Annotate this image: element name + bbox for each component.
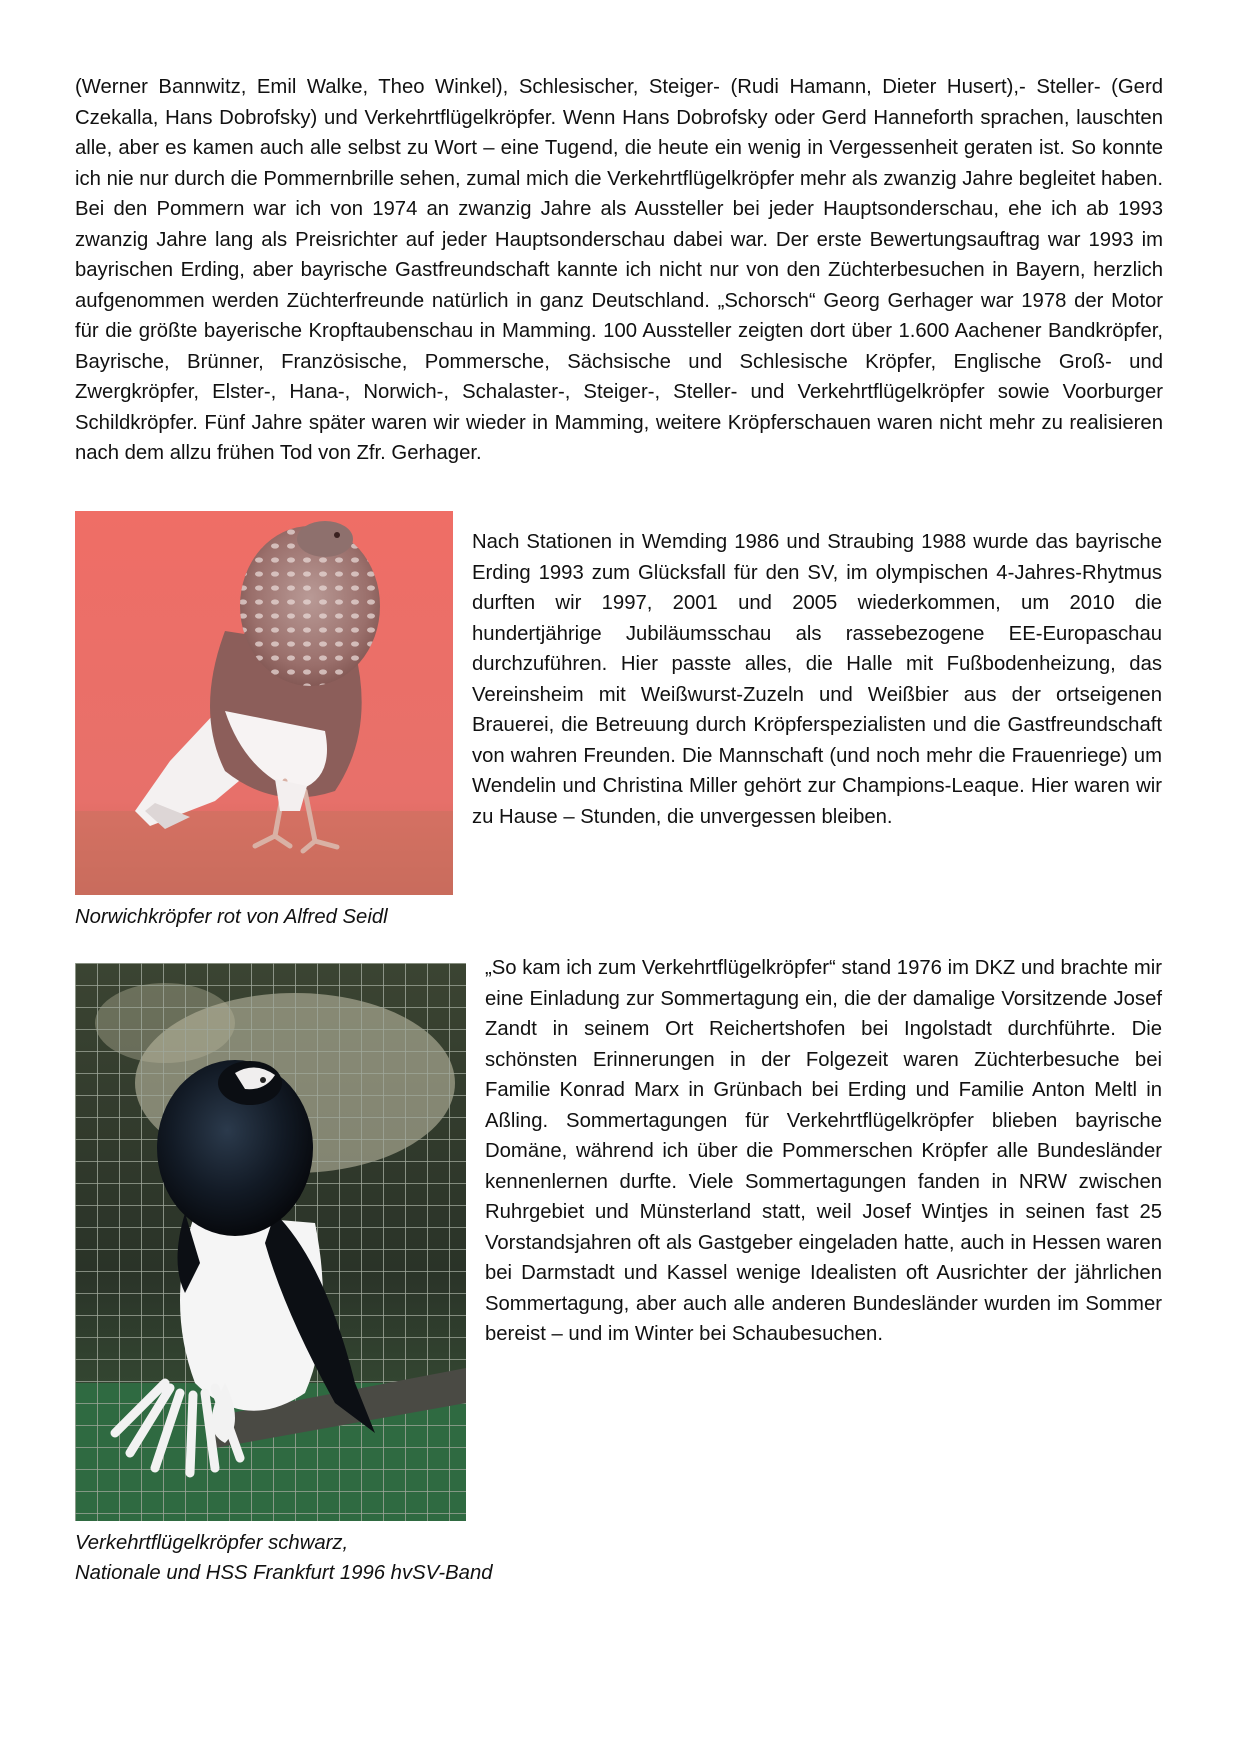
caption-photo-1: Norwichkröpfer rot von Alfred Seidl <box>75 906 388 928</box>
paragraph-erding: Nach Stationen in Wemding 1986 und Straubing 1988 wurde das bayrische Erding 1993 zum Glücksfall für den SV, im olympischen 4-Jahres-Rhytmus durften wir 1997, 2001 und 2005 wiederkommen, um 2010 die hundertjährige Jubiläumsschau als rassebezogene EE-Europaschau durchzuführen. Hier passte alles, die Halle mit Fußbodenheizung, das Vereinsheim mit Weißwurst-Zuzeln und Weißbier aus der ortseigenen Brauerei, die Betreuung durch Kröpferspezialisten und die Gastfreundschaft von wahren Freunden. Die Mannschaft (und noch mehr die Frauenriege) um Wendelin und Christina Miller gehört zur Champions-Leaque. Hier waren wir zu Hause – Stunden, die unvergessen bleiben. <box>472 531 1162 828</box>
photo-norwich-pouter <box>75 511 453 895</box>
photo-verkehrtfluegel-pouter <box>75 963 466 1521</box>
caption-photo-2-line-2: Nationale und HSS Frankfurt 1996 hvSV-Band <box>75 1562 493 1584</box>
caption-photo-2-line-1: Verkehrtflügelkröpfer schwarz, <box>75 1532 349 1554</box>
paragraph-sommertagung: „So kam ich zum Verkehrtflügelkröpfer“ stand 1976 im DKZ und brachte mir eine Einladung zur Sommertagung ein, die der damalige Vorsitzende Josef Zandt in seinem Ort Reichertshofen bei Ingolstadt durchführte. Die schönsten Erinnerungen in der Folgezeit waren Züchterbesuche bei Familie Konrad Marx in Grünbach bei Erding und Familie Anton Meltl in Aßling. Sommertagungen für Verkehrtflügelkröpfer blieben bayrische Domäne, während ich über die Pommerschen Kröpfer alle Bundesländer kennenlernen durfte. Viele Sommertagungen fanden in NRW zwischen Ruhrgebiet und Münsterland statt, weil Josef Wintjes in seinen fast 25 Vorstandsjahren oft als Gastgeber eingeladen hatte, auch in Hessen waren bei Darmstadt und Kassel wenige Idealisten oft Ausrichter der jährlichen Sommertagung, aber auch alle anderen Bundesländer wurden im Sommer bereist – und im Winter bei Schaubesuchen. <box>485 957 1162 1345</box>
caption-photo-2 <box>75 1528 493 1588</box>
paragraph-intro: (Werner Bannwitz, Emil Walke, Theo Winkel), Schlesischer, Steiger- (Rudi Hamann, Dieter Husert),- Steller- (Gerd Czekalla, Hans Dobrofsky) und Verkehrtflügelkröpfer. Wenn Hans Dobrofsky oder Gerd Hanneforth sprachen, lauschten alle, aber es kamen auch alle selbst zu Wort – eine Tugend, die heute ein wenig in Vergessenheit geraten ist. So konnte ich nie nur durch die Pommernbrille sehen, zumal mich die Verkehrtflügelkröpfer mehr als zwanzig Jahre begleitet haben. Bei den Pommern war ich von 1974 an zwanzig Jahre als Aussteller bei jeder Hauptsonderschau, ehe ich ab 1993 zwanzig Jahre lang als Preisrichter auf jeder Hauptsonderschau dabei war. Der erste Bewertungsauftrag war 1993 im bayrischen Erding, aber bayrische Gastfreundschaft kannte ich nicht nur von den Züchterbesuchen in Bayern, herzlich aufgenommen werden Züchterfreunde natürlich in ganz Deutschland. „Schorsch“ Georg Gerhager war 1978 der Motor für die größte bayerische Kropftaubenschau in Mamming. 100 Aussteller zeigten dort über 1.600 Aachener Bandkröpfer, Bayrische, Brünner, Französische, Pommersche, Sächsische und Schlesische Kröpfer, Englische Groß- und Zwergkröpfer, Elster-, Hana-, Norwich-, Schalaster-, Steiger-, Steller- und Verkehrtflügelkröpfer sowie Voorburger Schildkröpfer. Fünf Jahre später waren wir wieder in Mamming, weitere Kröpferschauen waren nicht mehr zu realisieren nach dem allzu frühen Tod von Zfr. Gerhager. <box>75 76 1163 464</box>
